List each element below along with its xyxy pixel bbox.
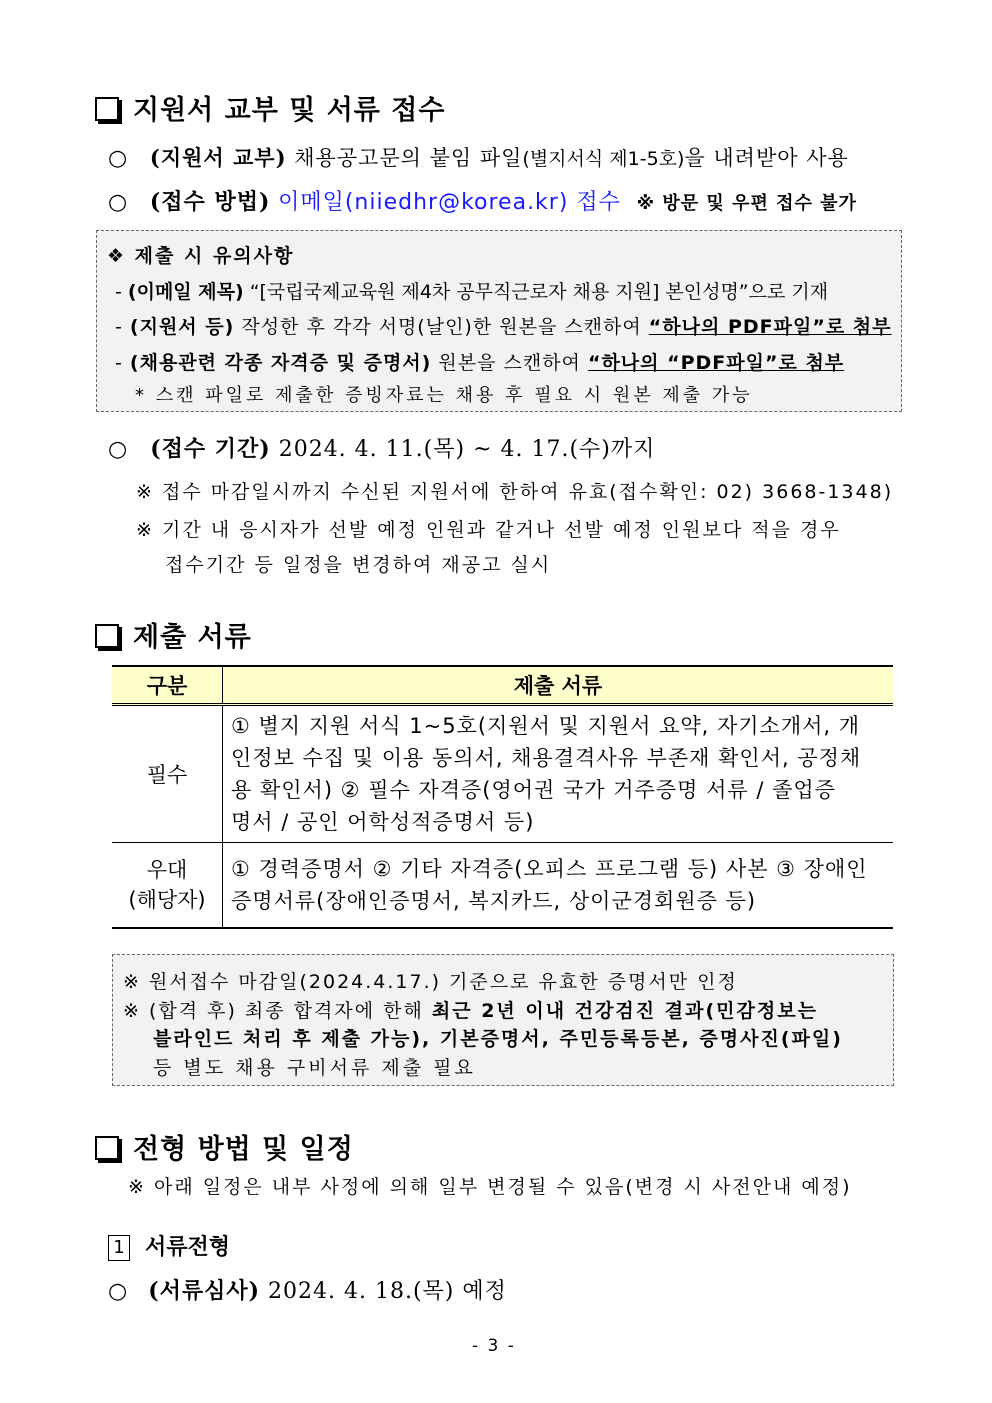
- checkbox-square-icon: [95, 1136, 119, 1160]
- notice-line-certificates: - (채용관련 각종 자격증 및 증명서) 원본을 스캔하여 “하나의 “PDF파일”로 첨부: [115, 352, 845, 374]
- section-title-selection: 전형 방법 및 일정: [95, 1127, 354, 1166]
- table-row: 필수 ① 별지 지원 서식 1~5호(지원서 및 지원서 요약, 자기소개서, 개 인정보 수집 및 이용 동의서, 채용결격사유 부존재 확인서, 공정채 용 확인서) ② 필수 자격증(영어권 국가 거주증명 서류 / 졸업증 명서 / 공인 어학성적증명서 등): [112, 705, 893, 843]
- checkbox-square-icon: [95, 97, 119, 121]
- item-submission-period: ○ (접수 기간) 2024. 4. 11.(목) ~ 4. 17.(수)까지: [108, 436, 656, 462]
- documents-notice-box: ※ 원서접수 마감일(2024.4.17.) 기준으로 유효한 증명서만 인정 ※ (합격 후) 최종 합격자에 한해 최근 2년 이내 건강검진 결과(민감정보는 블라인드 처리 후 제출 가능), 기본증명서, 주민등록등본, 증명사진(파일) 등 별도 채용 구비서류 제출 필요: [112, 954, 894, 1086]
- step-heading: 1 서류전형: [108, 1230, 230, 1261]
- table-cell-category: 우대 (해당자): [112, 843, 223, 929]
- table-header-row: 구분 제출 서류: [112, 666, 893, 705]
- checkbox-square-icon: [95, 624, 119, 648]
- notice-line-application: - (지원서 등) 작성한 후 각각 서명(날인)한 원본을 스캔하여 “하나의 PDF파일”로 첨부: [115, 316, 892, 338]
- submission-notice-box: ❖ 제출 시 유의사항 - (이메일 제목) “[국립국제교육원 제4차 공무직근로자 채용 지원] 본인성명”으로 기재 - (지원서 등) 작성한 후 각각 서명(날인)한 원본을 스캔하여 “하나의 PDF파일”로 첨부 - (채용관련 각종 자격증 및 증명서) 원본을 스캔하여 “하나의 “PDF파일”로 첨부 * 스캔 파일로 제출한 증빙자료는 채용 후 필요 시 원본 제출 가능: [96, 230, 902, 412]
- section-title-documents: 제출 서류: [95, 615, 252, 654]
- table-cell-documents: ① 경력증명서 ② 기타 자격증(오피스 프로그램 등) 사본 ③ 장애인 증명서류(장애인증명서, 복지카드, 상이군경회원증 등): [223, 843, 894, 929]
- section-title-application: 지원서 교부 및 서류 접수: [95, 88, 445, 127]
- item-submission-method: ○ (접수 방법) 이메일(niiedhr@korea.kr) 접수 ※ 방문 및 우편 접수 불가: [108, 189, 857, 215]
- documents-table: [112, 665, 893, 929]
- step-number-box: 1: [108, 1235, 130, 1261]
- page-number: - 3 -: [472, 1336, 516, 1356]
- item-application-form: ○ (지원서 교부) 채용공고문의 붙임 파일(별지서식 제1-5호)을 내려받아 사용: [108, 145, 849, 171]
- table-cell-documents: ① 별지 지원 서식 1~5호(지원서 및 지원서 요약, 자기소개서, 개 인정보 수집 및 이용 동의서, 채용결격사유 부존재 확인서, 공정채 용 확인서) ② 필수 자격증(영어권 국가 거주증명 서류 / 졸업증 명서 / 공인 어학성적증명서 등): [223, 705, 894, 843]
- email-address: 이메일(niiedhr@korea.kr) 접수: [278, 190, 621, 215]
- table-row: [112, 843, 893, 929]
- notice-line-health: ※ (합격 후) 최종 합격자에 한해 최근 2년 이내 건강검진 결과(민감정보는: [123, 1000, 818, 1022]
- item-document-review: ○ (서류심사) 2024. 4. 18.(목) 예정: [108, 1278, 507, 1304]
- notice-line-email-subject: - (이메일 제목) “[국립국제교육원 제4차 공무직근로자 채용 지원] 본인성명”으로 기재: [115, 281, 829, 303]
